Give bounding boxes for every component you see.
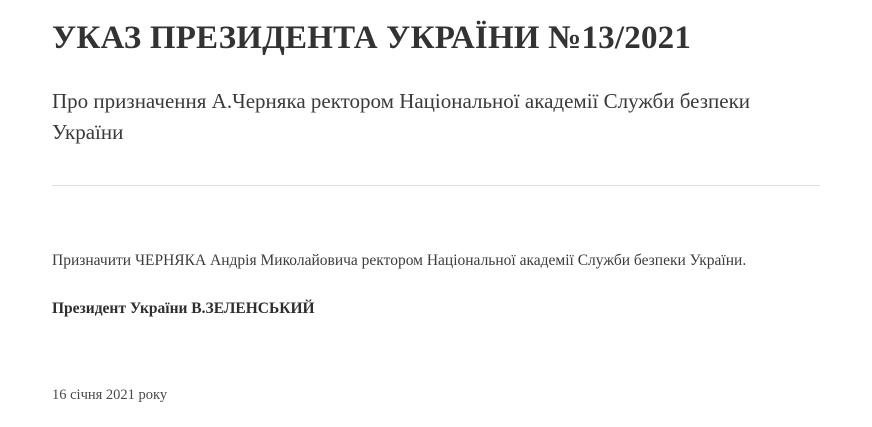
document-date: 16 січня 2021 року — [52, 387, 168, 403]
body-paragraph: Призначити ЧЕРНЯКА Андрія Миколайовича ректором Національної академії Служби безпеки України. — [52, 252, 747, 269]
signature-line: Президент України В.ЗЕЛЕНСЬКИЙ — [52, 300, 315, 317]
document-body — [52, 186, 820, 406]
document-subtitle: Про призначення А.Черняка ректором Національної академії Служби безпеки України — [52, 89, 751, 144]
page-title: УКАЗ ПРЕЗИДЕНТА УКРАЇНИ №13/2021 — [52, 20, 692, 56]
